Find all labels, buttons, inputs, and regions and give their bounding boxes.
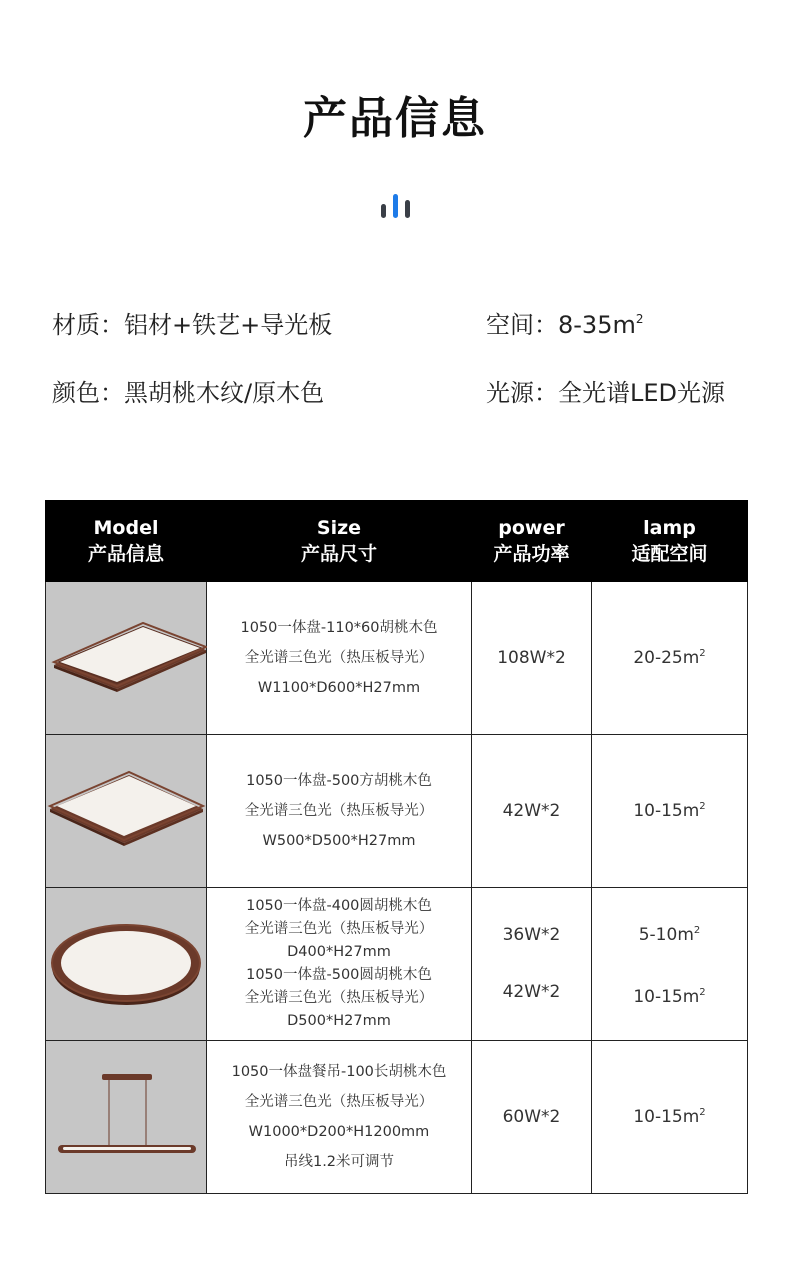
product-image-round [46,888,207,1041]
header-size [207,501,472,582]
area-value-text: 10-15m [633,987,700,1007]
area-sup: 2 [699,648,706,659]
header-lamp-cn: 适配空间 [631,543,708,565]
table-row [46,888,748,1041]
table-row [46,1041,748,1194]
spec-space [486,305,644,340]
rectangle-lamp-icon [46,582,207,734]
size-desc-line: W1100*D600*H27mm [257,680,421,696]
size-desc-line: 吊线1.2米可调节 [283,1154,395,1170]
round-lamp-icon [46,888,207,1040]
area-sup: 2 [699,1107,706,1118]
size-desc-line: 全光谱三色光（热压板导光） [244,803,434,819]
area-value [592,801,747,821]
size-desc-line: 全光谱三色光（热压板导光） [244,650,434,666]
product-image-rectangle [46,582,207,735]
spec-color [52,373,324,408]
power-value: 36W*2 [502,925,561,945]
area-cell [592,735,748,888]
table-row [46,582,748,735]
size-cell [207,582,472,735]
power-value: 108W*2 [497,648,566,668]
power-value: 42W*2 [502,801,561,821]
size-desc-line: 1050一体盘-500方胡桃木色 [246,773,432,789]
size-cell [207,735,472,888]
size-cell [207,1041,472,1194]
size-desc-line: 全光谱三色光（热压板导光） [244,921,434,937]
area-cell [592,888,748,1041]
size-desc-line: 全光谱三色光（热压板导光） [244,990,434,1006]
area-cell [592,1041,748,1194]
size-desc-line: W1000*D200*H1200mm [248,1124,430,1140]
area-sup: 2 [693,925,701,936]
spec-color-label: 颜色： [52,379,124,407]
header-model-cn: 产品信息 [87,543,164,565]
spec-light [486,373,725,408]
power-cell [472,735,592,888]
size-desc-line: 1050一体盘-110*60胡桃木色 [240,620,438,636]
power-cell [472,888,592,1041]
pendant-lamp-icon [46,1041,207,1193]
header-power [472,501,592,582]
spec-material-value: 铝材+铁艺+导光板 [124,311,333,339]
area-sup: 2 [699,987,706,998]
header-lamp [592,501,748,582]
area-value [592,1107,747,1127]
size-desc-line: 1050一体盘餐吊-100长胡桃木色 [231,1064,447,1080]
spec-light-value: 全光谱LED光源 [558,379,726,407]
power-cell [472,1041,592,1194]
size-desc-line: 1050一体盘-400圆胡桃木色 [246,898,432,914]
area-value-text: 20-25m [633,648,700,668]
spec-space-sup: 2 [635,312,644,326]
spec-color-value: 黑胡桃木纹/原木色 [124,379,325,407]
size-desc-line: 1050一体盘-500圆胡桃木色 [246,967,432,983]
header-power-en: power [498,517,565,539]
area-sup: 2 [699,801,706,812]
header-model [46,501,207,582]
size-cell [207,888,472,1041]
product-image-pendant [46,1041,207,1194]
size-desc-line: D500*H27mm [287,1013,391,1029]
area-value-text: 5-10m [638,925,694,945]
area-value [592,648,747,668]
square-lamp-icon [46,735,207,887]
area-value-text: 10-15m [633,1107,700,1127]
spec-space-label: 空间： [486,311,558,339]
size-desc-line: 全光谱三色光（热压板导光） [244,1094,434,1110]
area-value [592,902,747,964]
size-desc-line: W500*D500*H27mm [262,833,416,849]
area-cell [592,582,748,735]
header-lamp-en: lamp [643,517,696,539]
product-image-square [46,735,207,888]
size-desc-line: D400*H27mm [287,944,391,960]
power-value: 42W*2 [502,982,561,1002]
bars-divider-icon [381,192,413,222]
header-size-cn: 产品尺寸 [300,543,377,565]
header-model-en: Model [93,517,159,539]
spec-light-label: 光源： [486,379,558,407]
page-title: 产品信息 [303,93,487,144]
spec-material [52,305,332,340]
power-cell [472,582,592,735]
header-power-cn: 产品功率 [493,543,570,565]
table-row [46,735,748,888]
product-table [45,500,748,1194]
spec-space-value: 8-35m [558,311,636,339]
spec-material-label: 材质： [52,311,124,339]
power-value: 60W*2 [502,1107,561,1127]
area-value [592,964,747,1026]
header-size-en: Size [316,517,362,539]
area-value-text: 10-15m [633,801,700,821]
table-header-row [46,501,748,582]
